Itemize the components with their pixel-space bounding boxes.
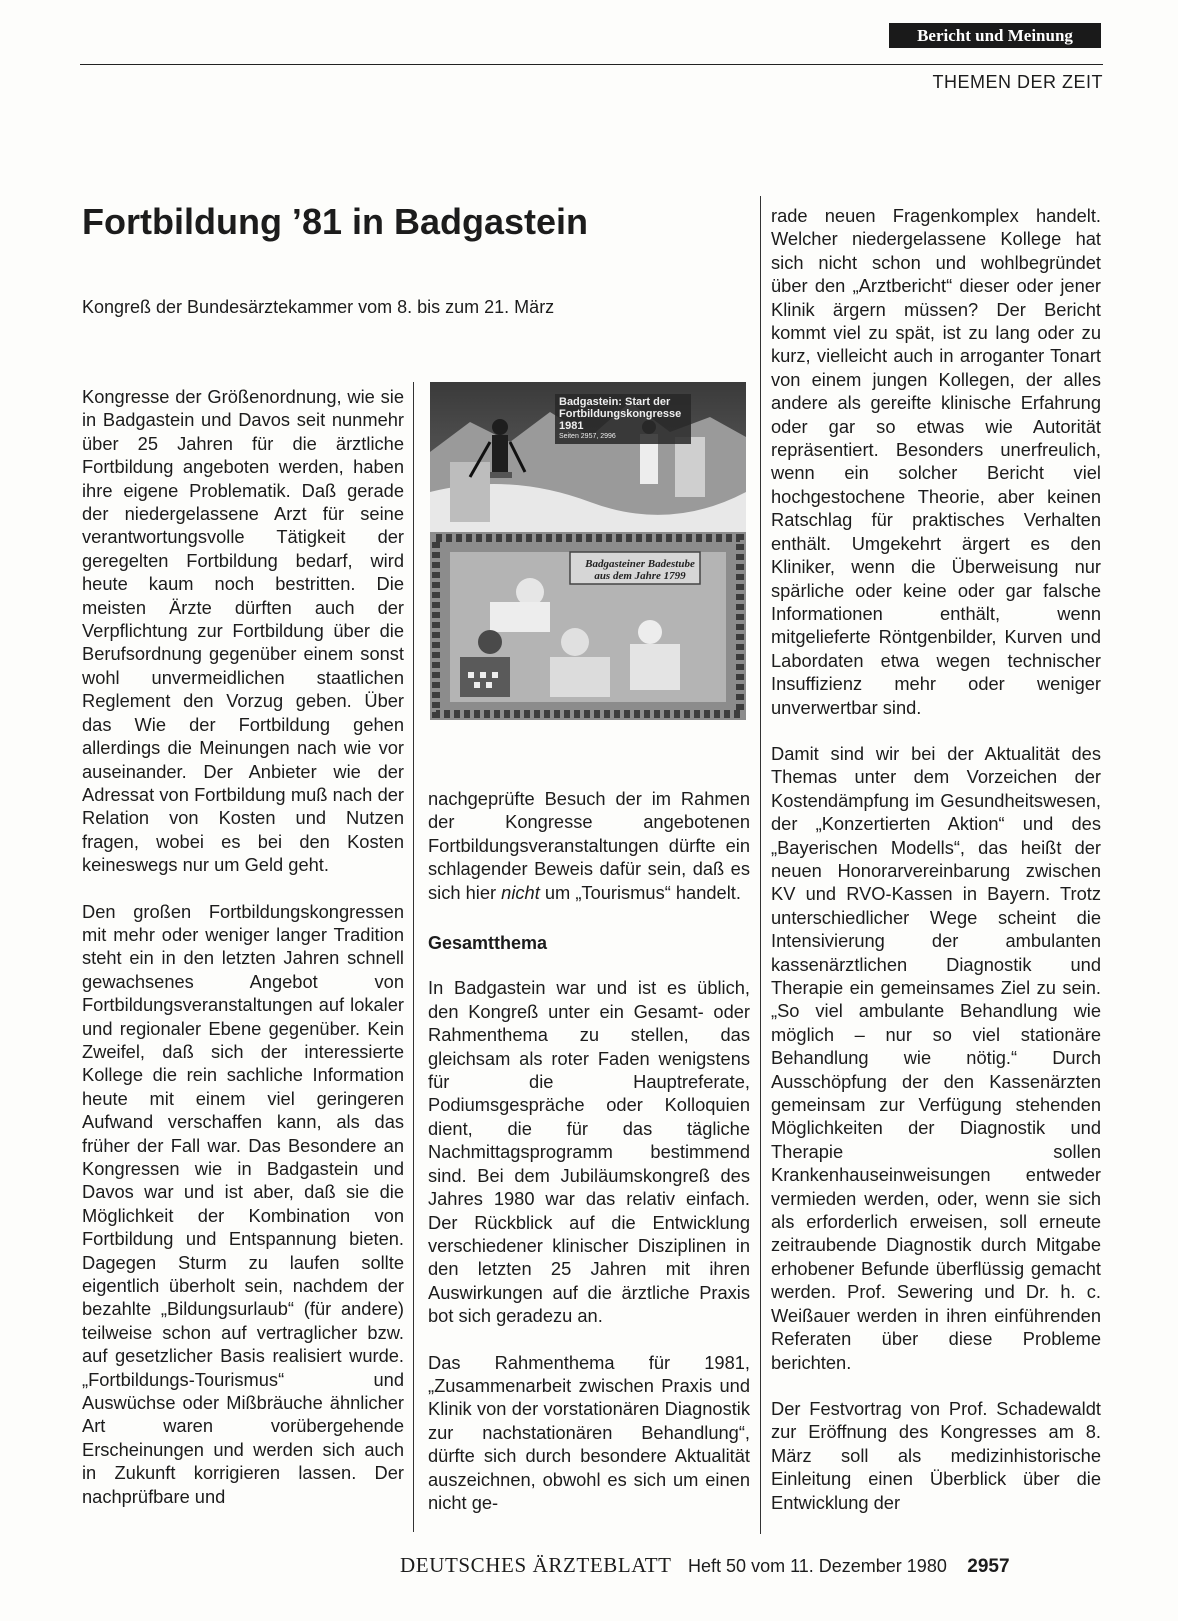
article-column-3 [771, 204, 1101, 1537]
emphasis: nicht [501, 881, 540, 903]
journal-name: DEUTSCHES ÄRZTEBLATT [400, 1553, 672, 1577]
article-column-1 [82, 385, 404, 1531]
photo-caption-pages: Seiten 2957, 2996 [559, 433, 616, 440]
paragraph [428, 787, 750, 904]
header-rule [80, 64, 1103, 65]
column-divider-1 [413, 382, 414, 1532]
photo-caption [555, 394, 691, 444]
page-footer [400, 1553, 1010, 1578]
photo-caption-line1: Badgastein: Start der [559, 396, 671, 408]
paragraph: Das Rahmenthema für 1981, „Zusammenarbeit zwischen Praxis und Klinik von der vorstationären Diagnostik zur nachstationären Behandlung“, dürfte sich durch besondere Aktualität auszeichnen, obwohl es sich um einen nicht ge- [428, 1351, 750, 1513]
article-column-2 [428, 787, 750, 1537]
photo-sign-line1: Badgasteiner Badestube [585, 558, 695, 570]
paragraph: Damit sind wir bei der Aktualität des Themas unter dem Vorzeichen der Kostendämpfung im Gesundheitswesen, der „Konzertierten Aktion“ und des „Bayerischen Modells“, das heißt der neuen Honorarvereinbarung zwischen KV und RVO-Kassen in Bayern. Trotz unterschiedlicher Wege scheint die Intensivierung der ambulanten kassenärztlichen Diagnostik und Therapie ein gemeinsames Ziel zu sein. „So viel ambulante Behandlung wie möglich – nur so viel stationäre Behandlung wie nötig.“ Durch Ausschöpfung der den Kassenärzten gemeinsam zur Verfügung stehenden Möglichkeiten der Diagnostik und Therapie sollen Krankenhauseinweisungen entweder vermieden werden, oder, wenn sie sich als erforderlich erweisen, soll erneute zeitraubende Diagnostik durch Mitgabe erhobener Befunde überflüssig gemacht werden. Prof. Sewering und Dr. h. c. Weißauer werden in ihren einführenden Referaten über diese Probleme berichten. [771, 742, 1101, 1373]
section-badge: Bericht und Meinung [889, 23, 1101, 48]
paragraph: Den großen Fortbildungskongressen mit mehr oder weniger langer Tradition steht ein in den letzten Jahren schnell gewachsenes Angebot von Fortbildungsveranstaltungen auf lokaler und regionaler Ebene gegenüber. Kein Zweifel, daß sich der interessierte Kollege die rein sachliche Information heute mit einem viel geringeren Aufwand verschaffen kann, als das früher der Fall war. Das Besondere an Kongressen wie in Badgastein und Davos war und ist aber, daß sie die Möglichkeit der Kombination von Fortbildung und Entspannung bieten. Dagegen Sturm zu laufen sollte eigentlich überholt sein, nachdem der bezahlte „Bildungsurlaub“ (für andere) teilweise schon auf vertraglicher bzw. auf gesetzlicher Basis realisiert wurde. „Fortbildungs-Tourismus“ und Auswüchse oder Mißbräuche ähnlicher Art waren vorübergehende Erscheinungen und werden sich auch in Zukunft korrigieren lassen. Der nachprüfbare und [82, 900, 404, 1507]
paragraph: Der Festvortrag von Prof. Schadewaldt zur Eröffnung des Kongresses am 8. März soll als medizinhistorische Einleitung einen Überblick über die Entwicklung der [771, 1397, 1101, 1513]
paragraph: Kongresse der Größenordnung, wie sie in Badgastein und Davos seit nunmehr über 25 Jahren für die ärztliche Fortbildung angeboten werden, haben ihre eigene Problematik. Daß gerade der niedergelassene Arzt für seine verantwortungsvolle Tätigkeit der geregelten Fortbildung bedarf, wird heute kaum noch bestritten. Die meisten Ärzte dürften auch der Verpflichtung zur Fortbildung über die Berufsordnung gegenüber einem sonst wohl unvermeidlichen staatlichen Reglement den Vorzug geben. Über das Wie der Fortbildung gehen allerdings die Meinungen nach wie vor auseinander. Der Anbieter wie der Adressat von Fortbildung muß nach der Relation von Kosten und Nutzen fragen, wobei es bei den Kosten keineswegs nur um Geld geht. [82, 386, 404, 876]
section-subtitle: THEMEN DER ZEIT [932, 72, 1103, 92]
column-divider-2 [760, 196, 761, 1534]
photo-sign-text [578, 558, 702, 582]
article-subtitle: Kongreß der Bundesärztekammer vom 8. bis zum 21. März [82, 297, 555, 317]
text-run: nachgeprüfte Besuch der im Rahmen der Kongresse angebotenen Fortbildungsveranstaltungen dürfte ein schlagender Beweis dafür sein, daß es sich hier [428, 788, 750, 903]
paragraph: rade neuen Fragenkomplex handelt. Welcher niedergelassene Kollege hat sich nicht schon und wohlbegründet über den „Arztbericht“ dieser oder jener Klinik ärgern müssen? Der Bericht kommt viel zu spät, ist zu lang oder zu kurz, vielleicht auch in arroganter Tonart von einem jungen Kollegen, der alles andere als gereifte klinische Erfahrung oder gar so etwas wie Autorität repräsentiert. Besonders unerfreulich, wenn ein solcher Bericht viel hochgestochene Theorie, aber keinen Ratschlag für praktisches Verhalten enthält. Umgekehrt ärgert es den Kliniker, wenn die Überweisung nur spärliche oder keine oder gar falsche Informationen enthält, wenn mitgelieferte Röntgenbilder, Kurven und Labordaten etwa wegen technischer Insuffizienz mehr oder weniger unverwertbar sind. [771, 205, 1101, 718]
article-photo [430, 382, 746, 720]
photo-caption-line2: Fortbildungskongresse 1981 [559, 408, 682, 432]
page-number: 2957 [967, 1556, 1010, 1577]
article-title: Fortbildung ’81 in Badgastein [82, 201, 589, 242]
photo-sign-line2: aus dem Jahre 1799 [594, 570, 686, 582]
issue-info: Heft 50 vom 11. Dezember 1980 [688, 1556, 947, 1576]
section-heading: Gesamtthema [428, 933, 548, 954]
paragraph: In Badgastein war und ist es üblich, den Kongreß unter ein Gesamt- oder Rahmenthema zu stellen, das gleichsam als roter Faden wenigstens für die Hauptreferate, Podiumsgespräche oder Kolloquien dient, die für das tägliche Nachmittagsprogramm bestimmend sind. Bei dem Jubiläumskongreß des Jahres 1980 war das relativ einfach. Der Rückblick auf die Entwicklung verschiedener klinischer Disziplinen in den letzten 25 Jahren mit ihren Auswirkungen auf die ärztliche Praxis bot sich geradezu an. [428, 977, 750, 1327]
text-run: um „Tourismus“ handelt. [539, 881, 741, 903]
